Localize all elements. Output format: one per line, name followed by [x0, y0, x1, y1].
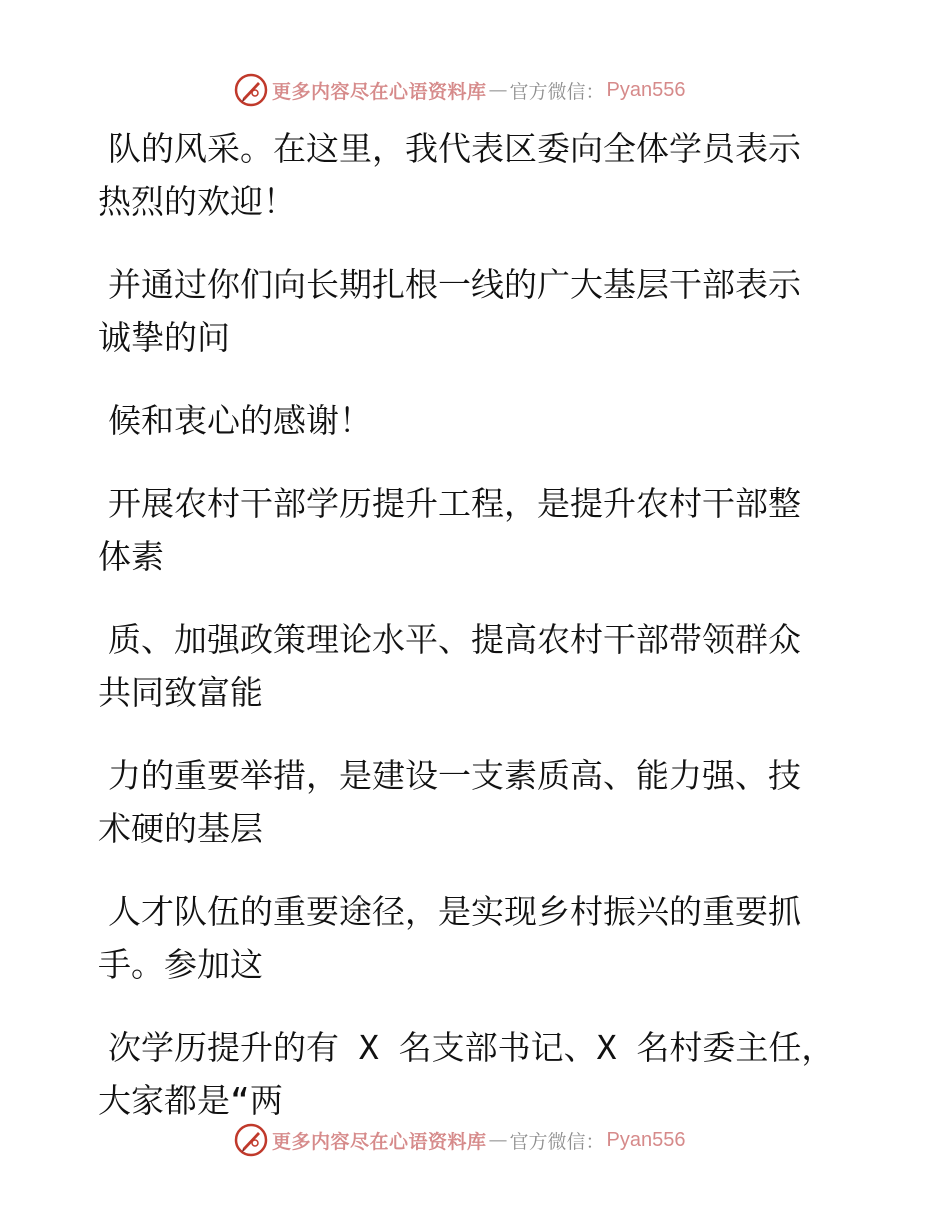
- footer-wechat-id: Pyan556: [606, 1128, 686, 1151]
- paragraph-line: 并通过你们向长期扎根一线的广大基层干部表示: [108, 265, 801, 304]
- header-site-text: 更多内容尽在心语资料库: [272, 80, 487, 103]
- document-body: [98, 122, 833, 1157]
- paragraph: [98, 613, 833, 719]
- footer-separator: —: [488, 1129, 508, 1151]
- paragraph: [98, 394, 833, 447]
- header-wechat-label: 官方微信：: [509, 80, 605, 103]
- paragraph: [98, 477, 833, 583]
- paragraph-line: 候和衷心的感谢！: [108, 401, 372, 440]
- paragraph-line: 开展农村干部学历提升工程，是提升农村干部整: [108, 484, 801, 523]
- paragraph: [98, 122, 833, 228]
- paragraph-line: 手。参加这: [98, 945, 263, 984]
- paragraph-line: 次学历提升的有 X 名支部书记、X 名村委主任，: [108, 1028, 835, 1067]
- paragraph: [98, 1021, 833, 1127]
- paragraph-line: 热烈的欢迎！: [98, 182, 296, 221]
- footer-banner: [234, 1122, 686, 1158]
- paragraph-line: 力的重要举措，是建设一支素质高、能力强、技: [108, 756, 801, 795]
- paragraph-line: 诚挚的问: [98, 318, 230, 357]
- paragraph: [98, 258, 833, 364]
- header-separator: —: [488, 79, 508, 101]
- quill-pen-logo-icon: [234, 1123, 268, 1157]
- paragraph-line: 队的风采。在这里，我代表区委向全体学员表示: [108, 129, 801, 168]
- header-banner: [234, 72, 686, 108]
- footer-wechat-label: 官方微信：: [509, 1130, 605, 1153]
- footer-site-text: 更多内容尽在心语资料库: [272, 1130, 487, 1153]
- header-wechat-id: Pyan556: [606, 78, 686, 101]
- paragraph: [98, 885, 833, 991]
- paragraph-line: 术硬的基层: [98, 809, 263, 848]
- quill-pen-logo-icon: [234, 73, 268, 107]
- paragraph: [98, 749, 833, 855]
- paragraph-line: 大家都是“两: [98, 1081, 283, 1120]
- paragraph-line: 体素: [98, 537, 164, 576]
- paragraph-line: 共同致富能: [98, 673, 263, 712]
- paragraph-line: 质、加强政策理论水平、提高农村干部带领群众: [108, 620, 801, 659]
- paragraph-line: 人才队伍的重要途径，是实现乡村振兴的重要抓: [108, 892, 801, 931]
